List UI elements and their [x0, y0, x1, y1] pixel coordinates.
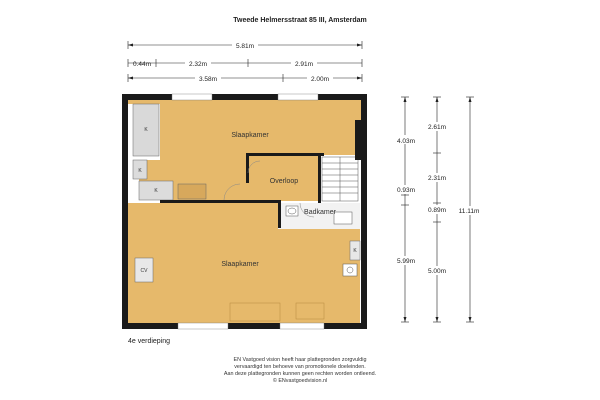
dim-right-total: 11.11m [458, 208, 480, 215]
dim-top-c: 2.91m [294, 61, 314, 68]
closet-label-3: K [154, 188, 158, 194]
dim-top-d: 3.58m [198, 76, 218, 83]
disclaimer-line-2: vervaardigd ten behoeve van promotionele doeleinden. [234, 364, 366, 370]
room-label-bedroom-main: Slaapkamer [221, 261, 259, 268]
room-label-landing: Overloop [269, 178, 299, 185]
dim-top-total: 5.81m [235, 43, 255, 50]
room-label-bathroom: Badkamer [304, 209, 336, 216]
cv-label: CV [140, 268, 148, 274]
disclaimer-line-1: EN Vastgoed vision heeft haar plattegronden zorgvuldig [233, 357, 367, 363]
disclaimer-line-3: Aan deze plattegronden kunnen geen rechten worden ontleend. [223, 371, 377, 377]
dim-top-b: 2.32m [188, 61, 208, 68]
room-label-bedroom-top: Slaapkamer [231, 132, 269, 139]
dim-right-a: 4.03m [396, 138, 416, 145]
disclaimer [0, 357, 600, 385]
disclaimer-line-4: © ENvastgoedvision.nl [272, 378, 328, 384]
dim-right-d: 2.61m [427, 124, 447, 131]
closet-label-4: K [353, 248, 357, 254]
floor-label: 4e verdieping [128, 338, 171, 345]
dim-right-g: 5.00m [427, 268, 447, 275]
closet-label-2: K [138, 168, 142, 174]
closet-label-1: K [144, 127, 148, 133]
dim-right-c: 5.99m [396, 258, 416, 265]
dim-top-e: 2.00m [310, 76, 330, 83]
dim-right-e: 2.31m [427, 175, 447, 182]
dim-top-a: 0.44m [132, 61, 152, 68]
address-title: Tweede Helmersstraat 85 III, Amsterdam [233, 17, 367, 24]
dim-right-b: 0.93m [396, 187, 416, 194]
dim-right-f: 0.89m [427, 207, 447, 214]
